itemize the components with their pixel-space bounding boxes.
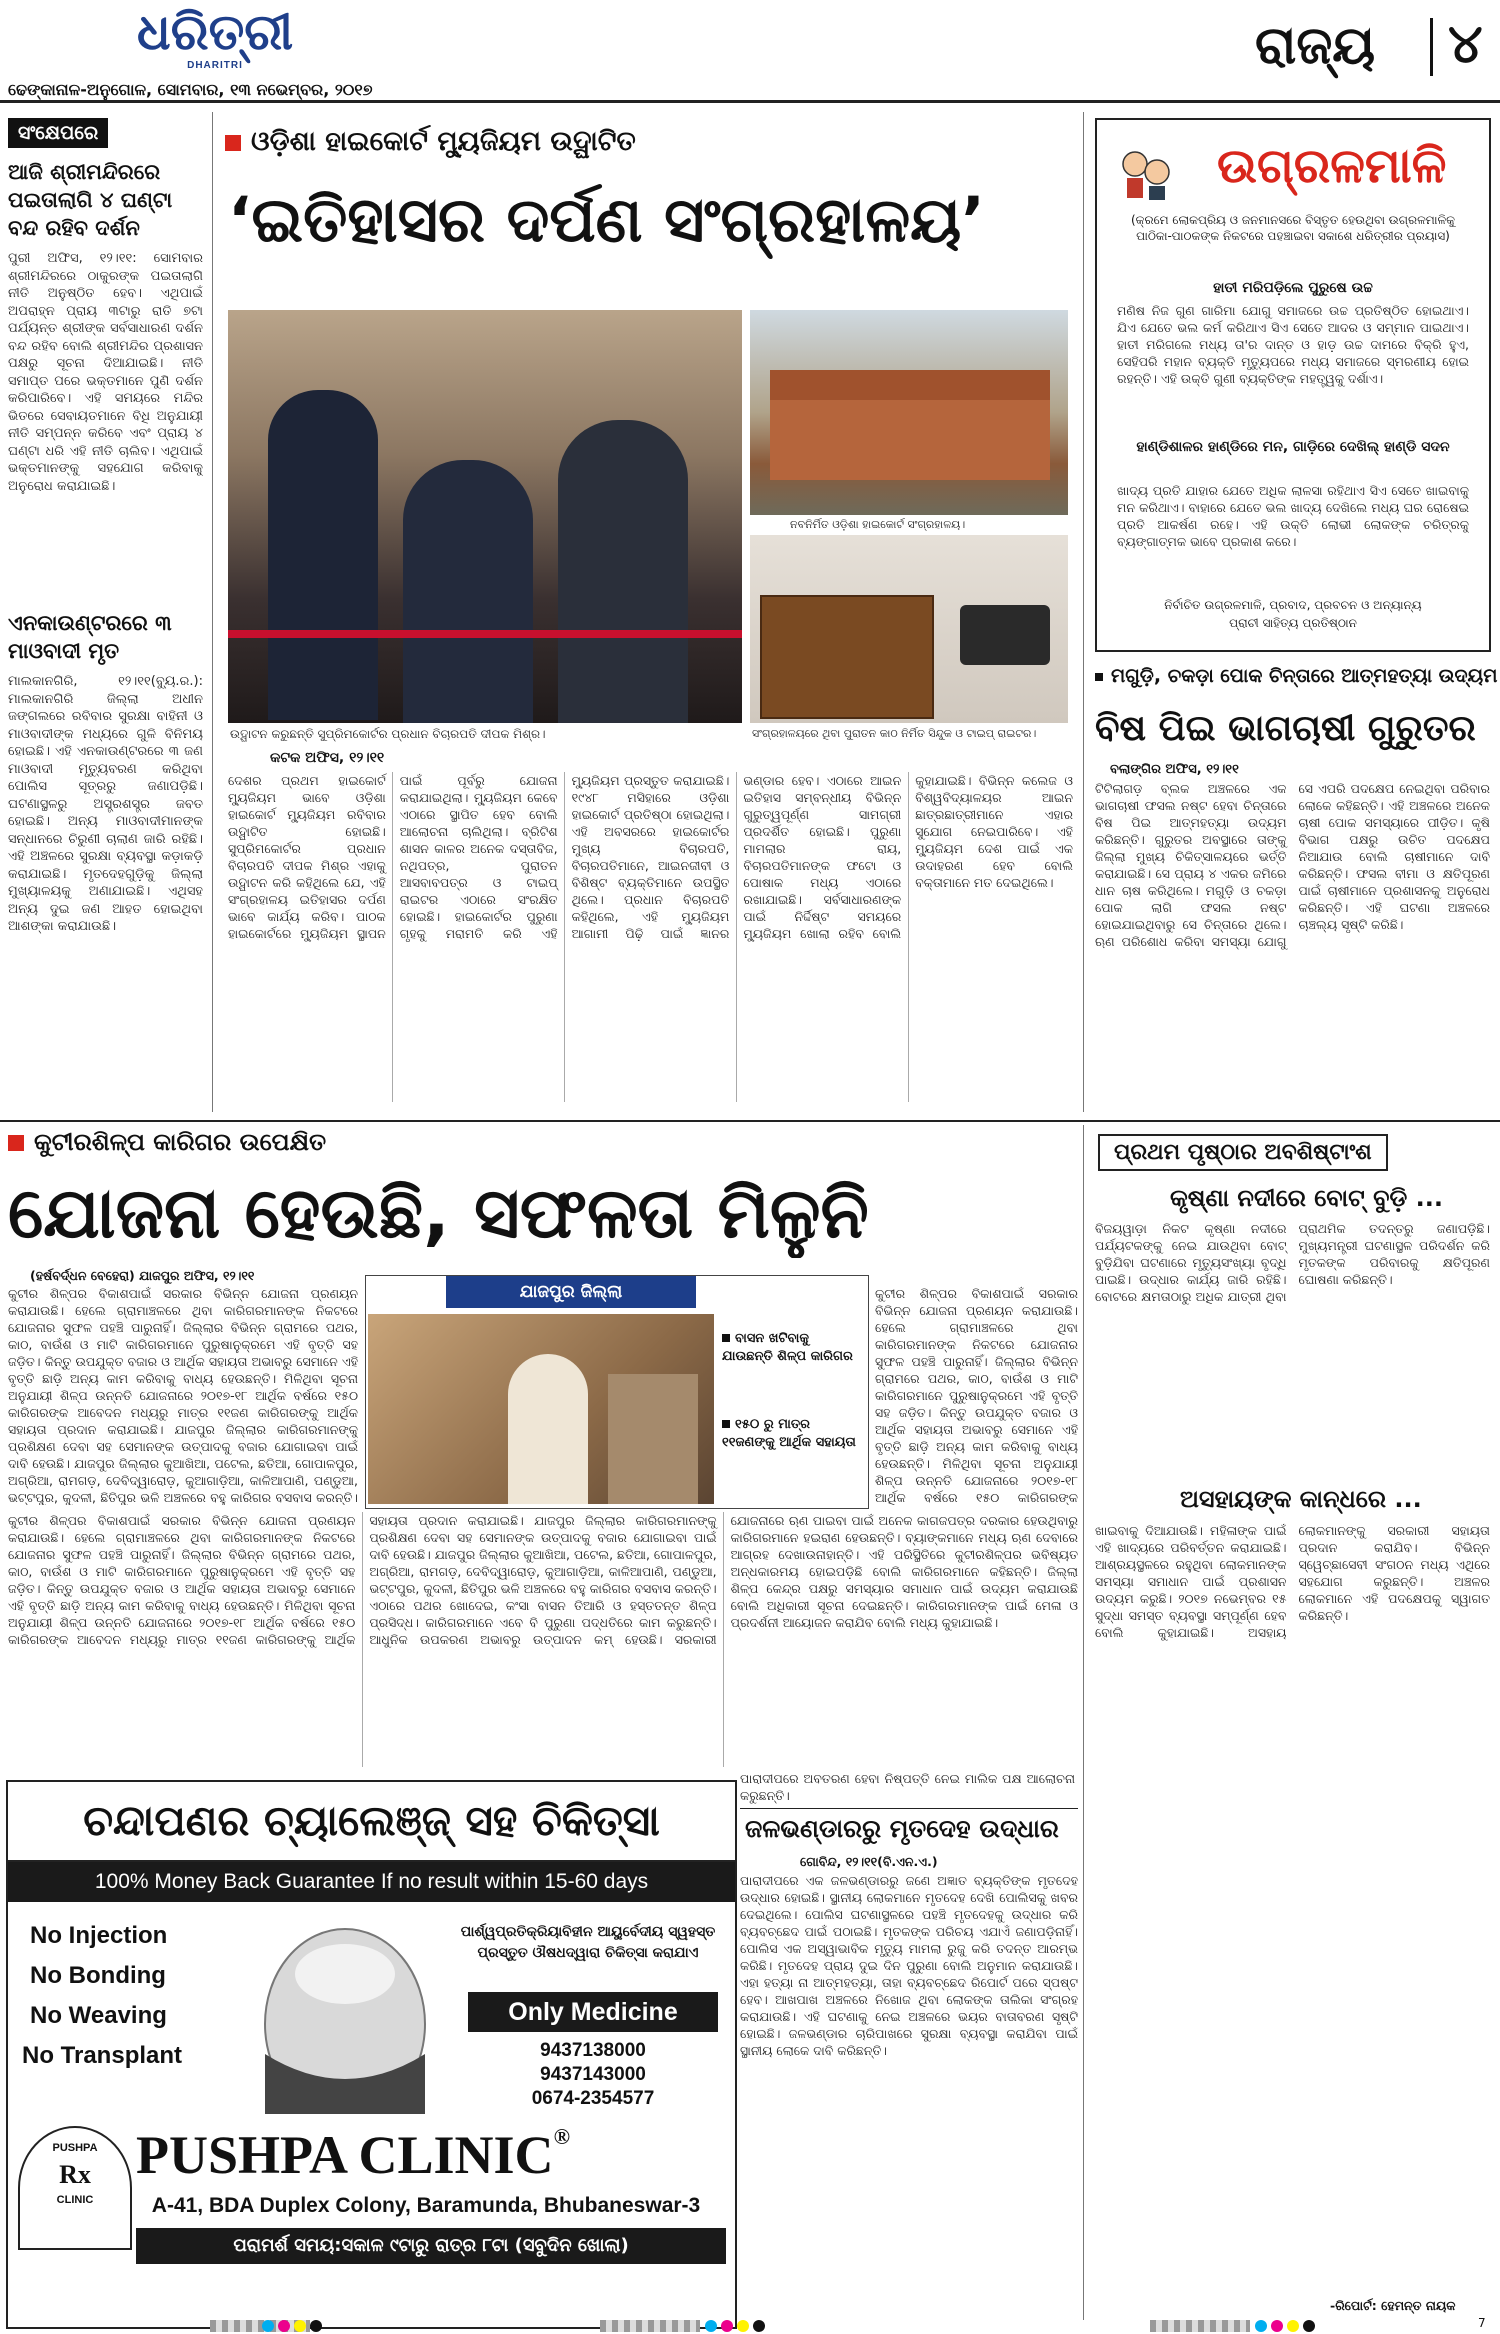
- ad-phone1: 9437138000: [540, 2040, 646, 2061]
- section-name: ରାଜ୍ୟ: [1255, 16, 1376, 76]
- photo-wooden-chest: [760, 595, 934, 719]
- logo-subtext: DHARITRI: [187, 60, 243, 71]
- photo-typewriter: [960, 605, 1050, 665]
- body-found-headline: ଜଳଭଣ୍ଡାରରୁ ମୃତଦେହ ଉଦ୍ଧାର: [745, 1814, 1059, 1843]
- brief-item1-title: ଆଜି ଶ୍ରୀମନ୍ଦିରରେ ପଇତାଲାଗି ୪ ଘଣ୍ଟା ବନ୍ଦ ରହିବ ଦର୍ଶନ: [8, 160, 173, 240]
- cottage-headline: ଯୋଜନା ହେଉଛି, ସଫଳତା ମିଳୁନି: [8, 1172, 869, 1254]
- farmer-kicker: [1095, 665, 1497, 687]
- ugalmali-heading2: ହାଣ୍ଡିଶାଳର ହାଣ୍ଡିରେ ମନ, ଗାଡ଼ିରେ ଦେଖିଲ୍ ହାଣ୍ଡି ସଦନ: [1136, 439, 1450, 455]
- brief-column: [8, 118, 203, 1108]
- lead-kicker-text: ଓଡ଼ିଶା ହାଇକୋର୍ଟ ମ୍ୟୁଜିୟମ ଉଦ୍ଘାଟିତ: [251, 126, 636, 157]
- ad-no-transplant: No Transplant: [22, 2042, 183, 2069]
- cottage-kicker: [8, 1128, 326, 1156]
- photo-person-left: [268, 390, 378, 720]
- farmer-dateline: ବଲାଙ୍ଗିର ଅଫିସ, ୧୨।୧୧: [1110, 762, 1239, 777]
- body-found-rule: [740, 1808, 1078, 1809]
- caption-building: ନବନିର୍ମିତ ଓଡ଼ିଶା ହାଇକୋର୍ଟ ସଂଗ୍ରହାଳୟ।: [790, 518, 966, 531]
- cmyk-dot-magenta: [1271, 2320, 1283, 2332]
- lead-kicker: [225, 126, 636, 158]
- front-page-vrule: [1083, 1125, 1084, 2320]
- section-rule: [0, 1120, 1500, 1122]
- inset-bullet1-text: ବାସନ ଖଟିବାକୁ ଯାଉଛନ୍ତି ଶିଳ୍ପ କାରିଗର: [722, 1331, 853, 1364]
- seal-top-text: PUSHPA: [52, 2142, 98, 2154]
- ugalmali-cartoon-icon: [1115, 142, 1175, 202]
- ad-clinic-name: [136, 2124, 570, 2186]
- bullet-icon: [722, 1420, 730, 1428]
- ugalmali-para1: ମଣିଷ ନିଜ ଗୁଣ ଗାରିମା ଯୋଗୁ ସମାଜରେ ଉଚ୍ଚ ପ୍ରତିଷ୍ଠିତ ହୋଇଥାଏ। ଯିଏ ଯେତେ ଭଲ କର୍ମ କରିଥାଏ ସିଏ ସେତେ ଆଦର ଓ ସମ୍ମାନ ପାଇଥାଏ। ହାତୀ ମରିଗଲେ ମଧ୍ୟ ତା'ର ଦାନ୍ତ ଓ ହାଡ଼ ଉଚ୍ଚ ଦାମରେ ବିକ୍ରି ହୁଏ, ସେହିପରି ମହାନ ବ୍ୟକ୍ତି ମୃତ୍ୟୁପରେ ମଧ୍ୟ ସମାଜରେ ସ୍ମରଣୀୟ ହୋଇ ରହନ୍ତି। ଏହି ଉକ୍ତି ଗୁଣୀ ବ୍ୟକ୍ତିଙ୍କ ମହତ୍ତ୍ୱକୁ ଦର୍ଶାଏ।: [1117, 303, 1469, 386]
- kicker-bullet: [1095, 673, 1103, 681]
- artisan-photo: [368, 1314, 714, 1504]
- ad-bald-head-photo: [240, 1914, 450, 2114]
- front-page-reporter: -ରିପୋର୍ଟ: ହେମନ୍ତ ନାୟକ: [1330, 2298, 1456, 2313]
- lead-headline: ‘ଇତିହାସର ଦର୍ପଣ ସଂଗ୍ରହାଳୟ’: [228, 183, 985, 256]
- ad-only-medicine: Only Medicine: [468, 1992, 718, 2032]
- photo-ribbon: [228, 630, 742, 638]
- front-page-p1: ବିଜୟୱାଡ଼ା ନିକଟ କୃଷ୍ଣା ନଦୀରେ ପର୍ଯ୍ୟଟକଙ୍କୁ ନେଇ ଯାଉଥିବା ବୋଟ୍ ବୁଡ଼ିଯିବା ଘଟଣାରେ ମୃତ୍ୟୁସଂଖ୍ୟା ବୃଦ୍ଧି ପାଇଛି। ଉଦ୍ଧାର କାର୍ଯ୍ୟ ଜାରି ରହିଛି। ବୋଟରେ କ୍ଷମତାଠାରୁ ଅଧିକ ଯାତ୍ରୀ ଥିବା ପ୍ରାଥମିକ ତଦନ୍ତରୁ ଜଣାପଡ଼ିଛି। ମୁଖ୍ୟମନ୍ତ୍ରୀ ଘଟଣାସ୍ଥଳ ପରିଦର୍ଶନ କରି ମୃତକଙ୍କ ପରିବାରକୁ କ୍ଷତିପୂରଣ ଘୋଷଣା କରିଛନ୍ତି।: [1095, 1221, 1490, 1304]
- masthead-rule: [0, 100, 1500, 103]
- front-page-h2: ଅସହାୟଙ୍କ କାନ୍ଧରେ ...: [1180, 1485, 1422, 1513]
- inauguration-photo: [228, 310, 742, 723]
- lead-body: ଦେଶର ପ୍ରଥମ ହାଇକୋର୍ଟ ମ୍ୟୁଜିୟମ ଭାବେ ଓଡ଼ିଶା ହାଇକୋର୍ଟ ମ୍ୟୁଜିୟମ ରବିବାର ଉଦ୍ଘାଟିତ ହୋଇଛି। ସୁପ୍ରିମକୋର୍ଟର ପ୍ରଧାନ ବିଚାରପତି ଦୀପକ ମିଶ୍ର ଏହାକୁ ଉଦ୍ଘାଟନ କରି କହିଥିଲେ ଯେ, ଏହି ସଂଗ୍ରହାଳୟ ଇତିହାସର ଦର୍ପଣ ଭାବେ କାର୍ଯ୍ୟ କରିବ। ପାଠକ ହାଇକୋର୍ଟରେ ମ୍ୟୁଜିୟମ ସ୍ଥାପନ ପାଇଁ ପୂର୍ବରୁ ଯୋଜନା କରାଯାଇଥିଲା। ମ୍ୟୁଜିୟମ କେବେ ଏଠାରେ ସ୍ଥାପିତ ହେବ ବୋଲି ଆଲୋଚନା ଚାଲିଥିଲା। ବ୍ରିଟିଶ ଶାସନ କାଳର ଅନେକ ଦସ୍ତାବିଜ, ନଥିପତ୍ର, ପୁରାତନ ଆସବାବପତ୍ର ଓ ଟାଇପ୍ ରାଇଟର ଏଠାରେ ସଂରକ୍ଷିତ ହୋଇଛି। ହାଇକୋର୍ଟର ପୁରୁଣା ଗୃହକୁ ମରାମତି କରି ଏହି ମ୍ୟୁଜିୟମ ପ୍ରସ୍ତୁତ କରାଯାଇଛି। ୧୯୪୮ ମସିହାରେ ଓଡ଼ିଶା ହାଇକୋର୍ଟ ପ୍ରତିଷ୍ଠା ହୋଇଥିଲା। ଏହି ଅବସରରେ ହାଇକୋର୍ଟର ମୁଖ୍ୟ ବିଚାରପତି, ବିଚାରପତିମାନେ, ଆଇନଜୀବୀ ଓ ବିଶିଷ୍ଟ ବ୍ୟକ୍ତିମାନେ ଉପସ୍ଥିତ ଥିଲେ। ପ୍ରଧାନ ବିଚାରପତି କହିଥିଲେ, ଏହି ମ୍ୟୁଜିୟମ ଆଗାମୀ ପିଢ଼ି ପାଇଁ ଜ୍ଞାନର ଭଣ୍ଡାର ହେବ। ଏଠାରେ ଆଇନ ଇତିହାସ ସମ୍ବନ୍ଧୀୟ ବିଭିନ୍ନ ଗୁରୁତ୍ୱପୂର୍ଣ୍ଣ ସାମଗ୍ରୀ ପ୍ରଦର୍ଶିତ ହୋଇଛି। ପୁରୁଣା ମାମଲାର ରାୟ, ବିଚାରପତିମାନଙ୍କ ଫଟୋ ଓ ପୋଷାକ ମଧ୍ୟ ଏଠାରେ ରଖାଯାଇଛି। ସର୍ବସାଧାରଣଙ୍କ ପାଇଁ ନିର୍ଦ୍ଦିଷ୍ଟ ସମୟରେ ମ୍ୟୁଜିୟମ ଖୋଲା ରହିବ ବୋଲି କୁହାଯାଇଛି। ବିଭିନ୍ନ କଲେଜ ଓ ବିଶ୍ୱବିଦ୍ୟାଳୟର ଆଇନ ଛାତ୍ରଛାତ୍ରୀମାନେ ଏହାର ସୁଯୋଗ ନେଇପାରିବେ। ଏହି ମ୍ୟୁଜିୟମ ଦେଶ ପାଇଁ ଏକ ଉଦାହରଣ ହେବ ବୋଲି ବକ୍ତାମାନେ ମତ ଦେଇଥିଲେ।: [228, 773, 1073, 941]
- caption-artifacts: ସଂଗ୍ରହାଳୟରେ ଥିବା ପୁରାତନ କାଠ ନିର୍ମିତ ସିନ୍ଦୁକ ଓ ଟାଇପ୍ ରାଇଟର।: [752, 727, 1037, 740]
- ad-timing: ପରାମର୍ଶ ସମୟ:ସକାଳ ୯ଟାରୁ ରାତ୍ର ୮ଟା (ସବୁଦିନ ଖୋଲା): [136, 2228, 726, 2264]
- folio: 7: [1478, 2316, 1486, 2330]
- farmer-kicker-text: ମଗୁଡ଼ି, ଚକଡ଼ା ପୋକ ଚିନ୍ତାରେ ଆତ୍ମହତ୍ୟା ଉଦ୍ୟମ: [1111, 665, 1498, 687]
- dateline: ଢେଙ୍କାନାଳ-ଅନୁଗୋଳ, ସୋମବାର, ୧୩ ନଭେମ୍ବର, ୨୦୧୭: [8, 80, 373, 99]
- jajpur-inset: [365, 1275, 869, 1509]
- page-number: ୪: [1448, 12, 1483, 75]
- cmyk-dot-cyan: [262, 2320, 274, 2332]
- ugalmali-credit2: ପ୍ରାଚୀ ସାହିତ୍ୟ ପ୍ରତିଷ୍ଠାନ: [1229, 616, 1357, 630]
- cmyk-dot-black: [310, 2320, 322, 2332]
- brief-item2-body: ମାଲକାନଗିରି, ୧୨।୧୧(ବ୍ୟୁ.ର.): ମାଲକାନଗିରି ଜିଲ୍ଲା ଅଧୀନ ଜଙ୍ଗଲରେ ରବିବାର ସୁରକ୍ଷା ବାହିନୀ ଓ ମାଓବାଦୀଙ୍କ ମଧ୍ୟରେ ଗୁଳି ବିନିମୟ ହୋଇଛି। ଏହି ଏନକାଉଣ୍ଟରରେ ୩ ଜଣ ମାଓବାଦୀ ମୃତ୍ୟୁବରଣ କରିଥିବା ପୋଲିସ ସୂତ୍ରରୁ ଜଣାପଡ଼ିଛି। ଘଟଣାସ୍ଥଳରୁ ଅସ୍ତ୍ରଶସ୍ତ୍ର ଜବତ ହୋଇଛି। ଅନ୍ୟ ମାଓବାଦୀମାନଙ୍କ ସନ୍ଧାନରେ ଚିରୁଣୀ ଚାଲାଣ ଜାରି ରହିଛି। ଏହି ଅଞ୍ଚଳରେ ସୁରକ୍ଷା ବ୍ୟବସ୍ଥା କଡ଼ାକଡ଼ି କରାଯାଇଛି। ମୃତଦେହଗୁଡ଼ିକୁ ଜିଲ୍ଲା ମୁଖ୍ୟାଳୟକୁ ଅଣାଯାଇଛି। ଏଥିସହ ଅନ୍ୟ ଦୁଇ ଜଣ ଆହତ ହୋଇଥିବା ଆଶଙ୍କା କରାଯାଉଛି।: [8, 674, 203, 934]
- ad-ayurveda-note: ପାର୍ଶ୍ୱପ୍ରତିକ୍ରିୟାବିହୀନ ଆୟୁର୍ବେଦୀୟ ସ୍ୱହସ୍ତ ପ୍ରସ୍ତୁତ ଔଷଧଦ୍ୱାରା ଚିକିତ୍ସା କରାଯାଏ: [460, 1924, 716, 1961]
- registration-bar-2: [600, 2320, 700, 2332]
- cmyk-dot-cyan: [1255, 2320, 1267, 2332]
- ad-no-weaving: No Weaving: [30, 2002, 167, 2029]
- inset-bullet2: [722, 1416, 862, 1452]
- photo-person-right: [558, 420, 688, 723]
- ugalmali-title: ଉଗ୍ରଳମାଳି: [1217, 138, 1447, 194]
- seal-rx-text: Rx: [59, 2160, 91, 2189]
- head-icon: [240, 1914, 450, 2114]
- ad-no-injection: No Injection: [30, 1922, 168, 1949]
- ugalmali-para2: ଖାଦ୍ୟ ପ୍ରତି ଯାହାର ଯେତେ ଅଧିକ ଲାଳସା ରହିଥାଏ ସିଏ ସେତେ ଖାଇବାକୁ ମନ କରିଥାଏ। ବାହାରେ ଯେତେ ଭଲ ଖାଦ୍ୟ ଦେଖିଲେ ମଧ୍ୟ ଘର ରୋଷେଇ ପ୍ରତି ଆକର୍ଷଣ ରହେ। ଏହି ଉକ୍ତି ଲୋଭୀ ଲୋକଙ୍କ ଚରିତ୍ରକୁ ବ୍ୟଙ୍ଗାତ୍ମକ ଭାବେ ପ୍ରକାଶ କରେ।: [1117, 483, 1469, 549]
- ugalmali-credit1: ନିର୍ବାଚିତ ଉଗ୍ରଳମାଳି, ପ୍ରବାଦ, ପ୍ରବଚନ ଓ ଅନ୍ୟାନ୍ୟ: [1164, 598, 1422, 612]
- ad-guarantee: 100% Money Back Guarantee If no result within 15-60 days: [8, 1862, 735, 1902]
- brief-item2-title: ଏନକାଉଣ୍ଟରରେ ୩ ମାଓବାଦୀ ମୃତ: [8, 611, 172, 663]
- lead-vrule: [1083, 112, 1084, 1112]
- cartoon-face-icon: [1115, 142, 1175, 202]
- kicker-marker: [225, 135, 241, 151]
- registration-bar-3: [1150, 2320, 1250, 2332]
- clinic-name-text: PUSHPA CLINIC: [136, 2125, 554, 2185]
- cottage-body-top: କୁଟୀର ଶିଳ୍ପର ବିକାଶପାଇଁ ସରକାର ବିଭିନ୍ନ ଯୋଜନା ପ୍ରଣୟନ କରାଯାଉଛି। ହେଲେ ଗ୍ରାମାଞ୍ଚଳରେ ଥିବା କାରିଗରମାନଙ୍କ ନିକଟରେ ଯୋଜନାର ସୁଫଳ ପହଞ୍ଚି ପାରୁନାହିଁ। ଜିଲ୍ଲାର ବିଭିନ୍ନ ଗ୍ରାମରେ ପଥର, କାଠ, ବାଉଁଶ ଓ ମାଟି କାରିଗରମାନେ ପୁରୁଷାନୁକ୍ରମେ ଏହି ବୃତ୍ତି ସହ ଜଡ଼ିତ। କିନ୍ତୁ ଉପଯୁକ୍ତ ବଜାର ଓ ଆର୍ଥିକ ସହାୟତା ଅଭାବରୁ ସେମାନେ ଏହି ବୃତ୍ତି ଛାଡ଼ି ଅନ୍ୟ କାମ କରିବାକୁ ବାଧ୍ୟ ହେଉଛନ୍ତି। ମିଳିଥିବା ସୂଚନା ଅନୁଯାୟୀ ଶିଳ୍ପ ଉନ୍ନତି ଯୋଜନାରେ ୨୦୧୭-୧୮ ଆର୍ଥିକ ବର୍ଷରେ ୧୫୦ କାରିଗରଙ୍କ ଆବେଦନ ମଧ୍ୟରୁ ମାତ୍ର ୧୧ଜଣ କାରିଗରଙ୍କୁ ଆର୍ଥିକ ସହାୟତା ପ୍ରଦାନ କରାଯାଇଛି। ଯାଜପୁର ଜିଲ୍ଲାର କାରିଗରମାନଙ୍କୁ ପ୍ରଶିକ୍ଷଣ ଦେବା ସହ ସେମାନଙ୍କ ଉତ୍ପାଦକୁ ବଜାର ଯୋଗାଇବା ପାଇଁ ଦାବି ହେଉଛି। ଯାଜପୁର ଜିଲ୍ଲାର କୁଆଖିଆ, ପଟେଲ, ଛତିଆ, ଗୋପାଳପୁର, ଅଗ୍ରିଆ, ରାମଗଡ଼, ଦେବିଦ୍ୱାରୋଡ଼, କୁଆଗାଡ଼ିଆ, କାଳିଆପାଣି, ପଣ୍ଡୁଆ, ଭଟ୍ଟପୁର, କୁଦଳୀ, ଛିତିପୁର ଭଳି ଅଞ୍ଚଳରେ ବହୁ କାରିଗର ବସବାସ କରନ୍ତି।: [8, 1286, 358, 1505]
- photo-artisan: [508, 1354, 588, 1504]
- ugalmali-box: [1095, 118, 1491, 652]
- cmyk-dot-cyan: [705, 2320, 717, 2332]
- seal-bottom-text: CLINIC: [56, 2194, 94, 2206]
- logo-text: ଧରିତ୍ରୀ: [136, 3, 294, 61]
- farmer-headline: ବିଷ ପିଇ ଭାଗଚାଷୀ ଗୁରୁତର: [1095, 708, 1476, 749]
- cmyk-dot-yellow: [294, 2320, 306, 2332]
- cmyk-dot-black: [753, 2320, 765, 2332]
- ad-phone2: 9437143000: [540, 2064, 646, 2085]
- photo-building-roof: [770, 370, 1050, 400]
- body-found-dateline: ଗୋବିନ୍ଦ, ୧୨।୧୧(ବି.ଏନ.ଏ.): [800, 1854, 938, 1869]
- clinic-ad: [6, 1780, 737, 2329]
- body-found-teaser: ପାରାଦୀପରେ ଅବତରଣ ହେବା ନିଷ୍ପତ୍ତି ନେଇ ମାଲିକ ପକ୍ଷ ଆଲୋଚନା କରୁଛନ୍ତି।: [740, 1771, 1075, 1803]
- cottage-dateline: (ହର୍ଷବର୍ଦ୍ଧନ ବେହେରା) ଯାଜପୁର ଅଫିସ, ୧୨।୧୧: [30, 1268, 255, 1283]
- photo-building-wall: [770, 400, 1050, 480]
- ad-address: A-41, BDA Duplex Colony, Baramunda, Bhubaneswar-3: [151, 2194, 701, 2217]
- body-found-body: ପାରାଦୀପରେ ଏକ ଜଳଭଣ୍ଡାରରୁ ଜଣେ ଅଜ୍ଞାତ ବ୍ୟକ୍ତିଙ୍କ ମୃତଦେହ ଉଦ୍ଧାର ହୋଇଛି। ସ୍ଥାନୀୟ ଲୋକମାନେ ମୃତଦେହ ଦେଖି ପୋଲିସକୁ ଖବର ଦେଇଥିଲେ। ପୋଲିସ ଘଟଣାସ୍ଥଳରେ ପହଞ୍ଚି ମୃତଦେହକୁ ଉଦ୍ଧାର କରି ବ୍ୟବଚ୍ଛେଦ ପାଇଁ ପଠାଇଛି। ମୃତକଙ୍କ ପରିଚୟ ଏଯାଏଁ ଜଣାପଡ଼ିନାହିଁ। ପୋଲିସ ଏକ ଅସ୍ୱାଭାବିକ ମୃତ୍ୟୁ ମାମଲା ରୁଜୁ କରି ତଦନ୍ତ ଆରମ୍ଭ କରିଛି। ମୃତଦେହ ପ୍ରାୟ ଦୁଇ ଦିନ ପୁରୁଣା ବୋଲି ଅନୁମାନ କରାଯାଉଛି। ଏହା ହତ୍ୟା ନା ଆତ୍ମହତ୍ୟା, ତାହା ବ୍ୟବଚ୍ଛେଦ ରିପୋର୍ଟ ପରେ ସ୍ପଷ୍ଟ ହେବ। ଆଖପାଖ ଅଞ୍ଚଳରେ ନିଖୋଜ ଥିବା ଲୋକଙ୍କ ତାଲିକା ସଂଗ୍ରହ କରାଯାଉଛି। ଏହି ଘଟଣାକୁ ନେଇ ଅଞ୍ଚଳରେ ଭୟର ବାତାବରଣ ସୃଷ୍ଟି ହୋଇଛି। ଜଳଭଣ୍ଡାର ଚାରିପାଖରେ ସୁରକ୍ଷା ବ୍ୟବସ୍ଥା କରାଯିବା ପାଇଁ ସ୍ଥାନୀୟ ଲୋକେ ଦାବି କରିଛନ୍ତି।: [740, 1873, 1078, 2058]
- museum-artifacts-photo: [750, 535, 1068, 723]
- front-page-p2: ଖାଇବାକୁ ଦିଆଯାଉଛି। ମହିଳାଙ୍କ ପାଇଁ ଏହି ଖାଦ୍ୟରେ ପରିବର୍ତ୍ତନ କରାଯାଇଛି। ଆଶ୍ରୟସ୍ଥଳରେ ରହୁଥିବା ଲୋକମାନଙ୍କ ସମସ୍ୟା ସମାଧାନ ପାଇଁ ପ୍ରଶାସନ ଉଦ୍ୟମ କରୁଛି। ୨୦୧୭ ନଭେମ୍ବର ୧୫ ସୁଦ୍ଧା ସମସ୍ତ ବ୍ୟବସ୍ଥା ସମ୍ପୂର୍ଣ୍ଣ ହେବ ବୋଲି କୁହାଯାଇଛି। ଅସହାୟ ଲୋକମାନଙ୍କୁ ସରକାରୀ ସହାୟତା ପ୍ରଦାନ କରାଯିବ। ବିଭିନ୍ନ ସ୍ୱେଚ୍ଛାସେବୀ ସଂଗଠନ ମଧ୍ୟ ଏଥିରେ ସହଯୋଗ କରୁଛନ୍ତି। ଅଞ୍ଚଳର ଲୋକମାନେ ଏହି ପଦକ୍ଷେପକୁ ସ୍ୱାଗତ କରିଛନ୍ତି।: [1095, 1523, 1490, 1640]
- cmyk-dot-magenta: [721, 2320, 733, 2332]
- cottage-body-right: [875, 1285, 1078, 1505]
- cottage-body-bottom: [8, 1512, 1078, 1767]
- cmyk-dot-yellow: [1287, 2320, 1299, 2332]
- photo-stone-carving: [608, 1374, 698, 1504]
- bullet-icon: [722, 1334, 730, 1342]
- ad-no-bonding: No Bonding: [30, 1962, 166, 1989]
- front-page-tag: ପ୍ରଥମ ପୃଷ୍ଠାର ଅବଶିଷ୍ଟାଂଶ: [1098, 1134, 1388, 1171]
- lead-dateline: କଟକ ଅଫିସ, ୧୨।୧୧: [270, 750, 385, 766]
- ad-phone3: 0674-2354577: [531, 2088, 655, 2109]
- photo-person-center: [403, 460, 533, 723]
- inset-title: ଯାଜପୁର ଜିଲ୍ଲା: [446, 1276, 696, 1308]
- ugalmali-heading1: ହାତୀ ମରିପଡ଼ିଲେ ପୁରୁଷେ ଉଚ୍ଚ: [1213, 280, 1373, 296]
- registered-mark: ®: [553, 2124, 570, 2149]
- cmyk-dot-black: [1303, 2320, 1315, 2332]
- inset-bullet1: [722, 1330, 862, 1366]
- masthead: [0, 0, 1500, 100]
- farmer-body: ଟିଟିଲାଗଡ଼ ବ୍ଲକ ଅଞ୍ଚଳରେ ଏକ ଭାଗଚାଷୀ ଫସଲ ନଷ୍ଟ ହେବା ଚିନ୍ତାରେ ବିଷ ପିଇ ଆତ୍ମହତ୍ୟା ଉଦ୍ୟମ କରିଛନ୍ତି। ଗୁରୁତର ଅବସ୍ଥାରେ ତାଙ୍କୁ ଜିଲ୍ଲା ମୁଖ୍ୟ ଚିକିତ୍ସାଳୟରେ ଭର୍ତ୍ତି କରାଯାଇଛି। ସେ ପ୍ରାୟ ୪ ଏକର ଜମିରେ ଧାନ ଚାଷ କରିଥିଲେ। ମଗୁଡ଼ି ଓ ଚକଡ଼ା ପୋକ ଲାଗି ଫସଲ ନଷ୍ଟ ହୋଇଯାଇଥିବାରୁ ସେ ଚିନ୍ତାରେ ଥିଲେ। ଋଣ ପରିଶୋଧ କରିବା ସମସ୍ୟା ଯୋଗୁ ସେ ଏପରି ପଦକ୍ଷେପ ନେଇଥିବା ପରିବାର ଲୋକେ କହିଛନ୍ତି। ଏହି ଅଞ୍ଚଳରେ ଅନେକ ଚାଷୀ ପୋକ ସମସ୍ୟାରେ ପୀଡ଼ିତ। କୃଷି ବିଭାଗ ପକ୍ଷରୁ ଉଚିତ ପଦକ୍ଷେପ ନିଆଯାଉ ବୋଲି ଚାଷୀମାନେ ଦାବି କରିଛନ୍ତି। ଫସଲ ବୀମା ଓ କ୍ଷତିପୂରଣ ପାଇଁ ଚାଷୀମାନେ ପ୍ରଶାସନକୁ ଅନୁରୋଧ କରିଛନ୍ତି। ଏହି ଘଟଣା ଅଞ୍ଚଳରେ ଚାଞ୍ଚଲ୍ୟ ସୃଷ୍ଟି କରିଛି।: [1095, 781, 1490, 949]
- kicker-marker: [8, 1135, 24, 1151]
- cmyk-dot-yellow: [737, 2320, 749, 2332]
- front-page-h1: କୃଷ୍ଣା ନଦୀରେ ବୋଟ୍ ବୁଡ଼ି ...: [1170, 1184, 1443, 1212]
- cottage-kicker-text: କୁଟୀରଶିଳ୍ପ କାରିଗର ଉପେକ୍ଷିତ: [34, 1128, 327, 1156]
- section-divider: [1430, 18, 1433, 76]
- cottage-body-right-text: କୁଟୀର ଶିଳ୍ପର ବିକାଶପାଇଁ ସରକାର ବିଭିନ୍ନ ଯୋଜନା ପ୍ରଣୟନ କରାଯାଉଛି। ହେଲେ ଗ୍ରାମାଞ୍ଚଳରେ ଥିବା କାରିଗରମାନଙ୍କ ନିକଟରେ ଯୋଜନାର ସୁଫଳ ପହଞ୍ଚି ପାରୁନାହିଁ। ଜିଲ୍ଲାର ବିଭିନ୍ନ ଗ୍ରାମରେ ପଥର, କାଠ, ବାଉଁଶ ଓ ମାଟି କାରିଗରମାନେ ପୁରୁଷାନୁକ୍ରମେ ଏହି ବୃତ୍ତି ସହ ଜଡ଼ିତ। କିନ୍ତୁ ଉପଯୁକ୍ତ ବଜାର ଓ ଆର୍ଥିକ ସହାୟତା ଅଭାବରୁ ସେମାନେ ଏହି ବୃତ୍ତି ଛାଡ଼ି ଅନ୍ୟ କାମ କରିବାକୁ ବାଧ୍ୟ ହେଉଛନ୍ତି। ମିଳିଥିବା ସୂଚନା ଅନୁଯାୟୀ ଶିଳ୍ପ ଉନ୍ନତି ଯୋଜନାରେ ୨୦୧୭-୧୮ ଆର୍ଥିକ ବର୍ଷରେ ୧୫୦ କାରିଗରଙ୍କ: [875, 1286, 1078, 1505]
- brief-tag: ସଂକ୍ଷେପରେ: [8, 118, 108, 148]
- ugalmali-tagline: (କ୍ରମେ ଲୋକପ୍ରିୟ ଓ ଜନମାନସରେ ବିସ୍ତୃତ ହେଉଥିବା ଉଗ୍ରଳମାଳିକୁ ପାଠିକା-ପାଠକଙ୍କ ନିକଟରେ ପହଞ୍ଚାଇବା ସକାଶେ ଧରିତ୍ରୀର ପ୍ରୟାସ): [1130, 213, 1455, 243]
- cmyk-dot-magenta: [278, 2320, 290, 2332]
- logo: [120, 4, 310, 70]
- brief-vrule: [212, 112, 213, 1112]
- inset-bullet2-text: ୧୫୦ ରୁ ମାତ୍ର ୧୧ଜଣଙ୍କୁ ଆର୍ଥିକ ସହାୟତା: [722, 1417, 856, 1450]
- ad-title: ଚନ୍ଦାପଣର ଚ୍ୟାଲେଞ୍ଜ୍ ସହ ଚିକିତ୍ସା: [8, 1782, 735, 1862]
- museum-building-photo: [750, 310, 1068, 515]
- cottage-body-bottom-text: କୁଟୀର ଶିଳ୍ପର ବିକାଶପାଇଁ ସରକାର ବିଭିନ୍ନ ଯୋଜନା ପ୍ରଣୟନ କରାଯାଉଛି। ହେଲେ ଗ୍ରାମାଞ୍ଚଳରେ ଥିବା କାରିଗରମାନଙ୍କ ନିକଟରେ ଯୋଜନାର ସୁଫଳ ପହଞ୍ଚି ପାରୁନାହିଁ। ଜିଲ୍ଲାର ବିଭିନ୍ନ ଗ୍ରାମରେ ପଥର, କାଠ, ବାଉଁଶ ଓ ମାଟି କାରିଗରମାନେ ପୁରୁଷାନୁକ୍ରମେ ଏହି ବୃତ୍ତି ସହ ଜଡ଼ିତ। କିନ୍ତୁ ଉପଯୁକ୍ତ ବଜାର ଓ ଆର୍ଥିକ ସହାୟତା ଅଭାବରୁ ସେମାନେ ଏହି ବୃତ୍ତି ଛାଡ଼ି ଅନ୍ୟ କାମ କରିବାକୁ ବାଧ୍ୟ ହେଉଛନ୍ତି। ମିଳିଥିବା ସୂଚନା ଅନୁଯାୟୀ ଶିଳ୍ପ ଉନ୍ନତି ଯୋଜନାରେ ୨୦୧୭-୧୮ ଆର୍ଥିକ ବର୍ଷରେ ୧୫୦ କାରିଗରଙ୍କ ଆବେଦନ ମଧ୍ୟରୁ ମାତ୍ର ୧୧ଜଣ କାରିଗରଙ୍କୁ ଆର୍ଥିକ ସହାୟତା ପ୍ରଦାନ କରାଯାଇଛି। ଯାଜପୁର ଜିଲ୍ଲାର କାରିଗରମାନଙ୍କୁ ପ୍ରଶିକ୍ଷଣ ଦେବା ସହ ସେମାନଙ୍କ ଉତ୍ପାଦକୁ ବଜାର ଯୋଗାଇବା ପାଇଁ ଦାବି ହେଉଛି। ଯାଜପୁର ଜିଲ୍ଲାର କୁଆଖିଆ, ପଟେଲ, ଛତିଆ, ଗୋପାଳପୁର, ଅଗ୍ରିଆ, ରାମଗଡ଼, ଦେବିଦ୍ୱାରୋଡ଼, କୁଆଗାଡ଼ିଆ, କାଳିଆପାଣି, ପଣ୍ଡୁଆ, ଭଟ୍ଟପୁର, କୁଦଳୀ, ଛିତିପୁର ଭଳି ଅଞ୍ଚଳରେ ବହୁ କାରିଗର ବସବାସ କରନ୍ତି। ଏଠାରେ ପଥର ଖୋଦେଇ, କଂସା ବାସନ ତିଆରି ଓ ହସ୍ତତନ୍ତ ଶିଳ୍ପ ପ୍ରସିଦ୍ଧ। କାରିଗରମାନେ ଏବେ ବି ପୁରୁଣା ପଦ୍ଧତିରେ କାମ କରୁଛନ୍ତି। ଆଧୁନିକ ଉପକରଣ ଅଭାବରୁ ଉତ୍ପାଦନ କମ୍ ହେଉଛି। ସରକାରୀ ଯୋଜନାରେ ଋଣ ପାଇବା ପାଇଁ ଅନେକ କାଗଜପତ୍ର ଦରକାର ହେଉଥିବାରୁ କାରିଗରମାନେ ହଇରାଣ ହେଉଛନ୍ତି। ବ୍ୟାଙ୍କମାନେ ମଧ୍ୟ ଋଣ ଦେବାରେ ଆଗ୍ରହ ଦେଖାଉନାହାନ୍ତି। ଏହି ପରିସ୍ଥିତିରେ କୁଟୀରଶିଳ୍ପର ଭବିଷ୍ୟତ ଅନ୍ଧକାରମୟ ହୋଇପଡ଼ିଛି ବୋଲି କାରିଗରମାନେ କହିଛନ୍ତି। ଜିଲ୍ଲା ଶିଳ୍ପ କେନ୍ଦ୍ର ପକ୍ଷରୁ ସମସ୍ୟାର ସମାଧାନ ପାଇଁ ଉଦ୍ୟମ କରାଯାଉଛି ବୋଲି ଅଧିକାରୀ ସୂଚନା ଦେଇଛନ୍ତି। କାରିଗରମାନଙ୍କ ପାଇଁ ମେଳା ଓ ପ୍ରଦର୍ଶନୀ ଆୟୋଜନ କରାଯିବ ବୋଲି ମଧ୍ୟ କୁହାଯାଇଛି।: [8, 1513, 1078, 1647]
- ad-seal: [18, 2126, 132, 2250]
- caption-inauguration: ଉଦ୍ଘାଟନ କରୁଛନ୍ତି ସୁପ୍ରିମକୋର୍ଟର ପ୍ରଧାନ ବିଚାରପତି ଦୀପକ ମିଶ୍ର।: [230, 727, 546, 741]
- brief-item1-body: ପୁରୀ ଅଫିସ, ୧୨।୧୧: ସୋମବାର ଶ୍ରୀମନ୍ଦିରରେ ଠାକୁରଙ୍କ ପଇତାଲାଗି ନୀତି ଅନୁଷ୍ଠିତ ହେବ। ଏଥିପାଇଁ ଅପରାହ୍ନ ପ୍ରାୟ ୩ଟାରୁ ରାତି ୭ଟା ପର୍ଯ୍ୟନ୍ତ ଶ୍ରୀଙ୍କ ସର୍ବସାଧାରଣ ଦର୍ଶନ ବନ୍ଦ ରହିବ ବୋଲି ଶ୍ରୀମନ୍ଦିର ପ୍ରଶାସନ ପକ୍ଷରୁ ସୂଚନା ଦିଆଯାଇଛି। ନୀତି ସମାପ୍ତ ପରେ ଭକ୍ତମାନେ ପୁଣି ଦର୍ଶନ କରିପାରିବେ। ଏହି ସମୟରେ ମନ୍ଦିର ଭିତରେ ସେବାୟତମାନେ ବିଧି ଅନୁଯାୟୀ ନୀତି ସମ୍ପନ୍ନ କରିବେ ଏବଂ ପ୍ରାୟ ୪ ଘଣ୍ଟା ଧରି ଏହି ନୀତି ଚାଲିବ। ଏଥିପାଇଁ ଭକ୍ତମାନଙ୍କୁ ସହଯୋଗ କରିବାକୁ ଅନୁରୋଧ କରାଯାଇଛି।: [8, 251, 203, 494]
